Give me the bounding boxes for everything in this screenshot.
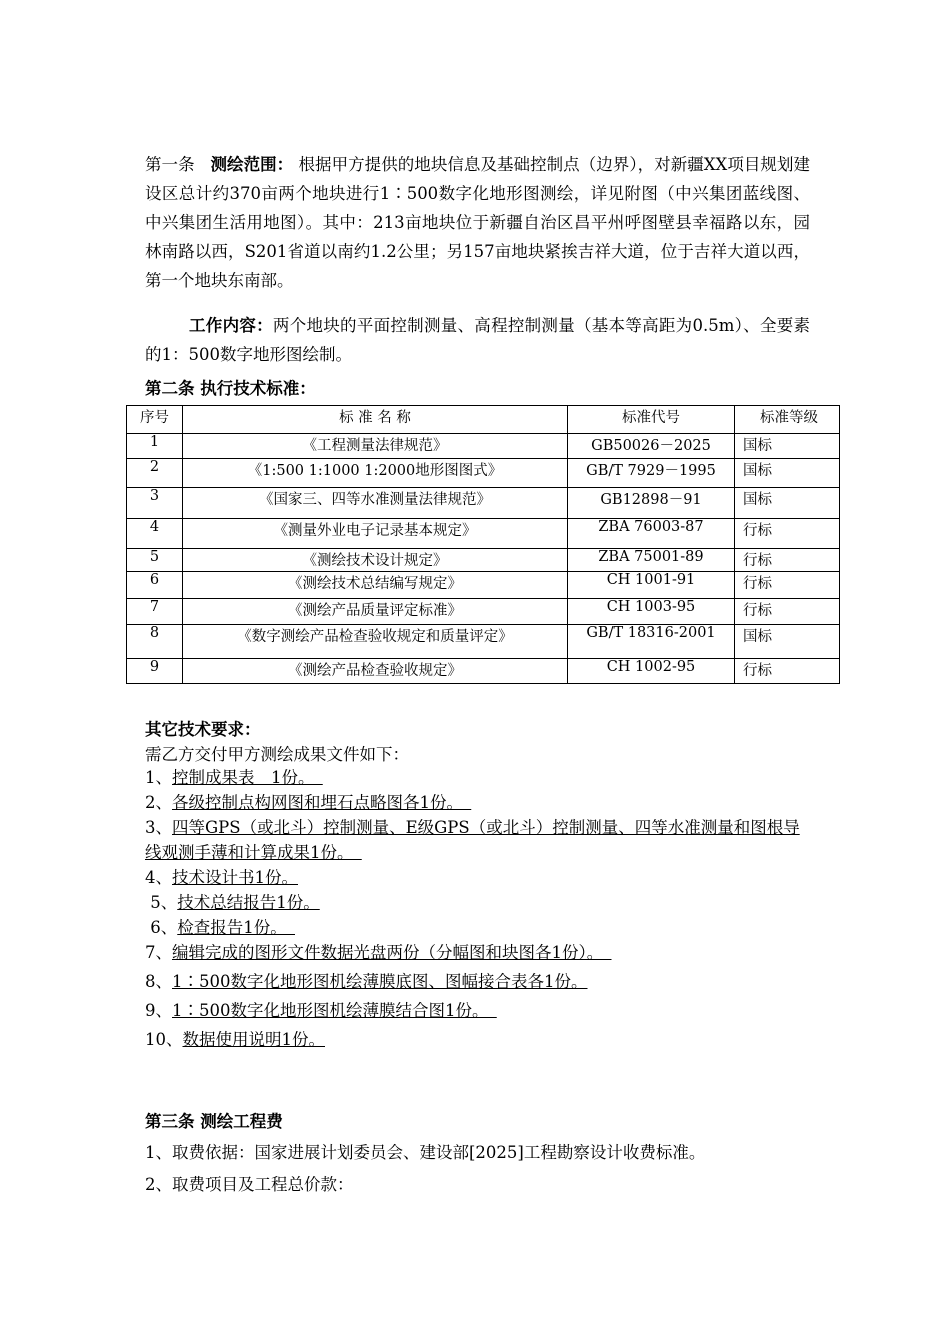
deliverable-text: 数据使用说明1份。 — [182, 1030, 325, 1049]
standard-name: 《1:500 1:1000 1:2000地形图图式》 — [183, 459, 568, 488]
deliverable-number: 8、 — [145, 972, 172, 991]
deliverable-item — [145, 790, 810, 815]
deliverable-number: 10、 — [145, 1030, 183, 1049]
work-content-paragraph — [145, 311, 810, 369]
deliverable-item — [145, 1027, 810, 1052]
article3-title: 第三条 测绘工程费 — [145, 1112, 283, 1131]
standard-code: GB/T 7929－1995 — [568, 459, 735, 488]
standard-code: ZBA 75001-89 — [568, 549, 735, 572]
standard-code: CH 1001-91 — [568, 572, 735, 599]
standard-level: 国标 — [735, 459, 840, 488]
other-requirements-title: 其它技术要求： — [145, 720, 261, 739]
standard-level: 国标 — [735, 488, 840, 519]
work-content-label: 工作内容： — [189, 316, 273, 335]
row-no: 6 — [127, 572, 183, 599]
deliverable-item — [145, 969, 810, 994]
standard-name: 《测量外业电子记录基本规定》 — [183, 519, 568, 549]
standard-name: 《测绘产品质量评定标准》 — [183, 599, 568, 625]
table-body — [127, 434, 840, 684]
standard-code: GB/T 18316-2001 — [568, 625, 735, 659]
standard-name: 《工程测量法律规范》 — [183, 434, 568, 459]
deliverable-item — [145, 765, 810, 790]
table-row — [127, 434, 840, 459]
deliverable-number: 5、 — [145, 893, 178, 912]
standard-code: GB12898－91 — [568, 488, 735, 519]
deliverable-text: 技术设计书1份。 — [172, 868, 298, 887]
row-no: 8 — [127, 625, 183, 659]
deliverable-number: 2、 — [145, 793, 172, 812]
deliverable-text: 检查报告1份。 — [177, 918, 295, 937]
deliverable-text: 各级控制点构网图和埋石点略图各1份。 — [172, 793, 472, 812]
standard-name: 《测绘产品检查验收规定》 — [183, 659, 568, 684]
deliverable-item — [145, 865, 810, 890]
row-no: 7 — [127, 599, 183, 625]
fee-basis-line: 1、取费依据：国家进展计划委员会、建设部[2025]工程勘察设计收费标准。 — [145, 1143, 706, 1162]
deliverable-item — [145, 815, 810, 865]
standard-name: 《测绘技术总结编写规定》 — [183, 572, 568, 599]
standard-level: 行标 — [735, 599, 840, 625]
article1-text: 根据甲方提供的地块信息及基础控制点（边界），对新疆XX项目规划建设区总计约370亩两个地块进行1∶500数字化地形图测绘，详见附图（中兴集团蓝线图、中兴集团生活用地图）。其中：213亩地块位于新疆自治区昌平州呼图壁县幸福路以东，园林南路以西，S201省道以南约1.2公里；另157亩地块紧挨吉祥大道，位于吉祥大道以西，第一个地块东南部。 — [145, 155, 811, 290]
row-no: 9 — [127, 659, 183, 684]
standard-level: 行标 — [735, 549, 840, 572]
article1-title: 测绘范围： — [210, 155, 294, 174]
standard-level: 行标 — [735, 659, 840, 684]
standard-code: CH 1003-95 — [568, 599, 735, 625]
standard-name: 《测绘技术设计规定》 — [183, 549, 568, 572]
standard-code: GB50026－2025 — [568, 434, 735, 459]
header-no: 序号 — [127, 406, 183, 434]
standard-level: 行标 — [735, 572, 840, 599]
deliverable-text: 控制成果表 1份。 — [172, 768, 323, 787]
standard-name: 《数字测绘产品检查验收规定和质量评定》 — [183, 625, 568, 659]
deliverables-list — [145, 765, 810, 1052]
deliverable-item — [145, 940, 810, 965]
table-row — [127, 488, 840, 519]
standard-level: 国标 — [735, 434, 840, 459]
table-row — [127, 459, 840, 488]
header-level: 标准等级 — [735, 406, 840, 434]
standard-code: ZBA 76003-87 — [568, 519, 735, 549]
row-no: 5 — [127, 549, 183, 572]
standard-level: 行标 — [735, 519, 840, 549]
row-no: 3 — [127, 488, 183, 519]
standards-table — [126, 405, 840, 684]
row-no: 4 — [127, 519, 183, 549]
deliverable-number: 9、 — [145, 1001, 172, 1020]
header-code: 标准代号 — [568, 406, 735, 434]
deliverable-text: 技术总结报告1份。 — [177, 893, 320, 912]
table-row — [127, 549, 840, 572]
article1-prefix: 第一条 — [145, 155, 195, 174]
standard-level: 国标 — [735, 625, 840, 659]
standard-name: 《国家三、四等水准测量法律规范》 — [183, 488, 568, 519]
other-requirements-intro: 需乙方交付甲方测绘成果文件如下： — [145, 745, 409, 764]
deliverable-item — [145, 890, 810, 915]
deliverable-number: 4、 — [145, 868, 172, 887]
row-no: 1 — [127, 434, 183, 459]
table-row — [127, 572, 840, 599]
deliverable-item — [145, 915, 810, 940]
table-header-row — [127, 406, 840, 434]
deliverable-text: 四等GPS（或北斗）控制测量、E级GPS（或北斗）控制测量、四等水准测量和图根导线观测手薄和计算成果1份。 — [145, 818, 800, 862]
table-row — [127, 625, 840, 659]
deliverable-number: 3、 — [145, 818, 172, 837]
article2-title: 第二条 执行技术标准： — [145, 379, 316, 398]
standard-code: CH 1002-95 — [568, 659, 735, 684]
deliverable-text: 编辑完成的图形文件数据光盘两份（分幅图和块图各1份）。 — [172, 943, 612, 962]
deliverable-text: 1∶500数字化地形图机绘薄膜底图、图幅接合表各1份。 — [172, 972, 588, 991]
deliverable-number: 6、 — [145, 918, 178, 937]
row-no: 2 — [127, 459, 183, 488]
table-row — [127, 599, 840, 625]
header-name: 标 准 名 称 — [183, 406, 568, 434]
table-row — [127, 659, 840, 684]
deliverable-item — [145, 998, 810, 1023]
deliverable-number: 1、 — [145, 768, 172, 787]
fee-items-line: 2、取费项目及工程总价款： — [145, 1175, 354, 1194]
work-content-text: 两个地块的平面控制测量、高程控制测量（基本等高距为0.5m）、全要素的1：500数字地形图绘制。 — [145, 316, 811, 364]
article1-paragraph — [145, 150, 810, 295]
deliverable-text: 1∶500数字化地形图机绘薄膜结合图1份。 — [172, 1001, 497, 1020]
deliverable-number: 7、 — [145, 943, 172, 962]
table-row — [127, 519, 840, 549]
